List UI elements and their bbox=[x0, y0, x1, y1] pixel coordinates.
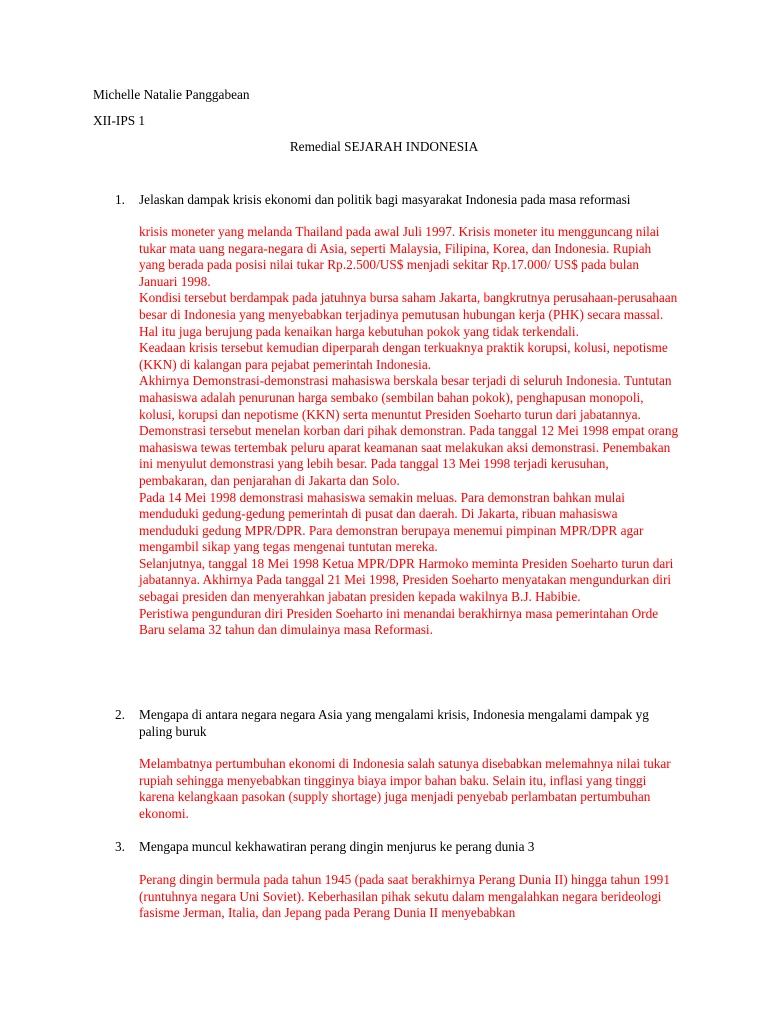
answer-paragraph: Pada 14 Mei 1998 demonstrasi mahasiswa semakin meluas. Para demonstran bahkan mulai menduduki gedung-gedung pemerintah di pusat dan daerah. Di Jakarta, ribuan mahasiswa menduduki gedung MPR/DPR. Para demonstran berupaya menemui pimpinan MPR/DPR agar mengambil sikap yang tegas mengenai tuntutan mereka. bbox=[139, 489, 644, 555]
answer-paragraph: krisis moneter yang melanda Thailand pada awal Juli 1997. Krisis moneter itu mengguncang nilai tukar mata uang negara-negara di Asia, seperti Malaysia, Filipina, Korea, dan Indonesia. Rupiah yang berada pada posisi nilai tukar Rp.2.500/US$ menjadi sekitar Rp.17.000/ US$ pada bulan Januari 1998. bbox=[139, 224, 660, 289]
answer-paragraph: Keadaan krisis tersebut kemudian diperparah dengan terkuaknya praktik korupsi, kolusi, nepotisme (KKN) di kalangan para pejabat pemerintah Indonesia. bbox=[139, 340, 668, 372]
answer-paragraph: Kondisi tersebut berdampak pada jatuhnya bursa saham Jakarta, bangkrutnya perusahaan-perusahaan besar di Indonesia yang menyebabkan terjadinya pemutusan hubungan kerja (PHK) secara massal. Hal itu juga berujung pada kenaikan harga kebutuhan pokok yang tidak terkendali. bbox=[139, 290, 678, 339]
answer-3 bbox=[139, 872, 679, 922]
question-number: 2. bbox=[115, 707, 125, 722]
answer-paragraph: Melambatnya pertumbuhan ekonomi di Indonesia salah satunya disebabkan melemahnya nilai tukar rupiah sehingga menyebabkan tingginya biaya impor bahan baku. Selain itu, inflasi yang tinggi karena kelangkaan pasokan (supply shortage) juga menjadi penyebab perlambatan pertumbuhan ekonomi. bbox=[139, 756, 671, 821]
question-text: Mengapa muncul kekhawatiran perang dingin menjurus ke perang dunia 3 bbox=[139, 839, 535, 854]
question-text: Jelaskan dampak krisis ekonomi dan politik bagi masyarakat Indonesia pada masa reformasi bbox=[139, 192, 631, 207]
answer-paragraph: Selanjutnya, tanggal 18 Mei 1998 Ketua MPR/DPR Harmoko meminta Presiden Soeharto turun dari jabatannya. Akhirnya Pada tanggal 21 Mei 1998, Presiden Soeharto menyatakan mengundurkan diri sebagai presiden dan menyerahkan jabatan presiden kepada wakilnya B.J. Habibie. bbox=[139, 555, 674, 605]
student-class: XII-IPS 1 bbox=[93, 113, 146, 128]
answer-paragraph: Peristiwa pengunduran diri Presiden Soeharto ini menandai berakhirnya masa pemerintahan Orde Baru selama 32 tahun dan dimulainya masa Reformasi. bbox=[139, 605, 659, 638]
student-name: Michelle Natalie Panggabean bbox=[93, 87, 250, 102]
document-title: Remedial SEJARAH INDONESIA bbox=[289, 139, 479, 154]
answer-paragraph: Perang dingin bermula pada tahun 1945 (pada saat berakhirnya Perang Dunia II) hingga tahun 1991 (runtuhnya negara Uni Soviet). Keberhasilan pihak sekutu dalam mengalahkan negara berideologi fasisme Jerman, Italia, dan Jepang pada Perang Dunia II menyebabkan bbox=[139, 872, 670, 921]
answer-1 bbox=[139, 224, 679, 639]
answer-paragraph: Demonstrasi tersebut menelan korban dari pihak demonstran. Pada tanggal 12 Mei 1998 empat orang mahasiswa tewas tertembak peluru aparat keamanan saat melakukan aksi demonstrasi. Penembakan ini menyulut demonstrasi yang lebih besar. Pada tanggal 13 Mei 1998 terjadi kerusuhan, pembakaran, dan penjarahan di Jakarta dan Solo. bbox=[139, 423, 679, 488]
question-text: Mengapa di antara negara negara Asia yang mengalami krisis, Indonesia mengalami dampak yg paling buruk bbox=[139, 707, 649, 739]
answer-paragraph: Akhirnya Demonstrasi-demonstrasi mahasiswa berskala besar terjadi di seluruh Indonesia. Tuntutan mahasiswa adalah penurunan harga sembako (sembilan bahan pokok), penghapusan monopoli, kolusi, korupsi dan nepotisme (KKN) serta menuntut Presiden Soeharto turun dari jabatannya. bbox=[139, 373, 672, 422]
question-number: 1. bbox=[115, 192, 125, 207]
question-number: 3. bbox=[115, 839, 125, 854]
answer-2 bbox=[139, 756, 679, 822]
